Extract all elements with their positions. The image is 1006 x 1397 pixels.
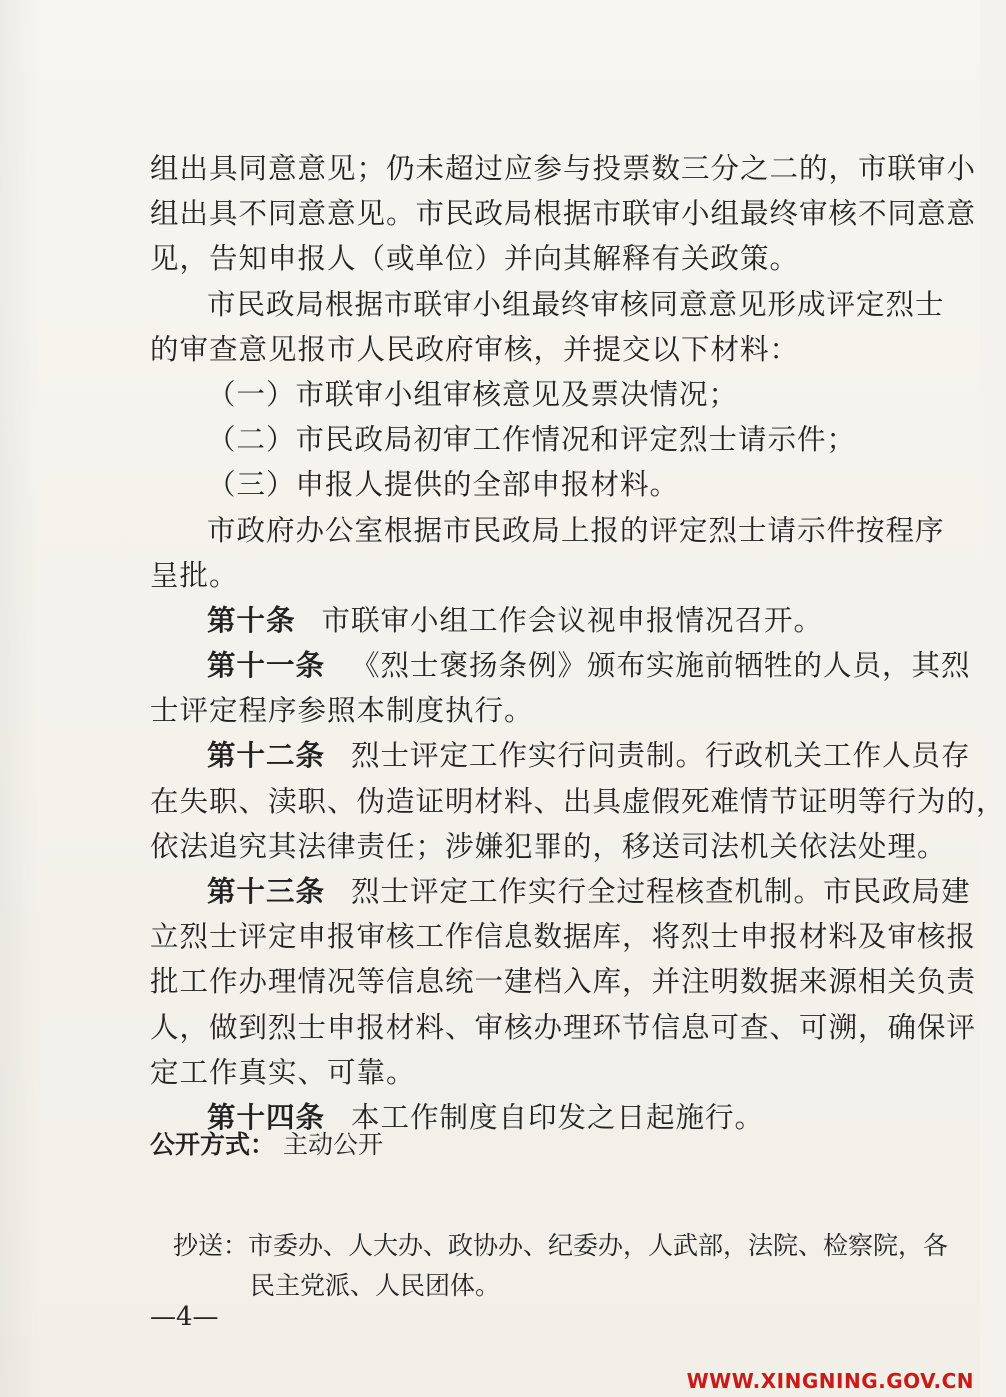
paragraph-line: 在失职、渎职、伪造证明材料、出具虚假死难情节证明等行为的， — [150, 784, 1006, 818]
paragraph-line: 的审查意见报市人民政府审核，并提交以下材料： — [150, 332, 800, 366]
article-10 — [150, 598, 900, 643]
article-title: 第十条 — [207, 603, 296, 637]
paragraph-line: 呈批。 — [150, 558, 239, 592]
list-item: （三）申报人提供的全部申报材料。 — [207, 468, 680, 502]
paragraph-line: 见，告知申报人（或单位）并向其解释有关政策。 — [150, 242, 800, 276]
document-body — [150, 146, 1006, 1140]
disclosure-value: 主动公开 — [282, 1130, 383, 1159]
article-text: 烈士评定工作实行问责制。行政机关工作人员存 — [351, 739, 971, 773]
paragraph-line: 人，做到烈士申报材料、审核办理环节信息可查、可溯，确保评 — [150, 1010, 977, 1044]
article-title: 第十一条 — [207, 649, 326, 683]
article-text: 本工作制度自印发之日起施行。 — [351, 1100, 765, 1134]
paragraph-line: 组出具同意意见；仍未超过应参与投票数三分之二的，市联审小 — [150, 152, 977, 185]
article-text: 烈士评定工作实行全过程核查机制。市民政局建 — [351, 875, 971, 908]
paragraph-line: 立烈士评定申报审核工作信息数据库，将烈士申报材料及审核报 — [150, 920, 977, 954]
article-title: 第十二条 — [207, 739, 326, 773]
paragraph-line: 市政府办公室根据市民政局上报的评定烈士请示件按程序 — [207, 513, 945, 547]
list-item: （二）市民政局初审工作情况和评定烈士请示件； — [207, 423, 857, 457]
paragraph-line: 市民政局根据市联审小组最终审核同意意见形成评定烈士 — [207, 287, 945, 321]
paragraph-line: 依法追究其法律责任；涉嫌犯罪的，移送司法机关依法处理。 — [150, 829, 947, 863]
paragraph-line: 组出具不同意意见。市民政局根据市联审小组最终审核不同意意 — [150, 197, 977, 231]
article-12 — [150, 733, 971, 778]
list-item: （一）市联审小组审核意见及票决情况； — [207, 377, 739, 411]
disclosure-label: 公开方式： — [150, 1130, 276, 1159]
copy-to — [173, 1226, 949, 1306]
article-13 — [150, 869, 971, 914]
site-watermark: WWW.XINGNING.GOV.CN — [686, 1369, 974, 1393]
article-text: 市联审小组工作会议视申报情况召开。 — [321, 603, 824, 637]
article-title: 第十四条 — [207, 1100, 326, 1134]
paragraph-line: 士评定程序参照本制度执行。 — [150, 694, 534, 728]
article-11 — [150, 643, 971, 688]
copy-to-line: 民主党派、人民团体。 — [250, 1271, 501, 1300]
article-text: 《烈士褒扬条例》颁布实施前牺牲的人员，其烈 — [351, 649, 971, 683]
article-title: 第十三条 — [207, 875, 326, 908]
copy-to-line: 抄送：市委办、人大办、政协办、纪委办，人武部，法院、检察院，各 — [173, 1231, 949, 1260]
paragraph-line: 批工作办理情况等信息统一建档入库，并注明数据来源相关负责 — [150, 965, 977, 999]
paragraph-line: 定工作真实、可靠。 — [150, 1055, 416, 1089]
disclosure-method — [150, 1125, 383, 1161]
page-number: —4— — [150, 1302, 219, 1332]
